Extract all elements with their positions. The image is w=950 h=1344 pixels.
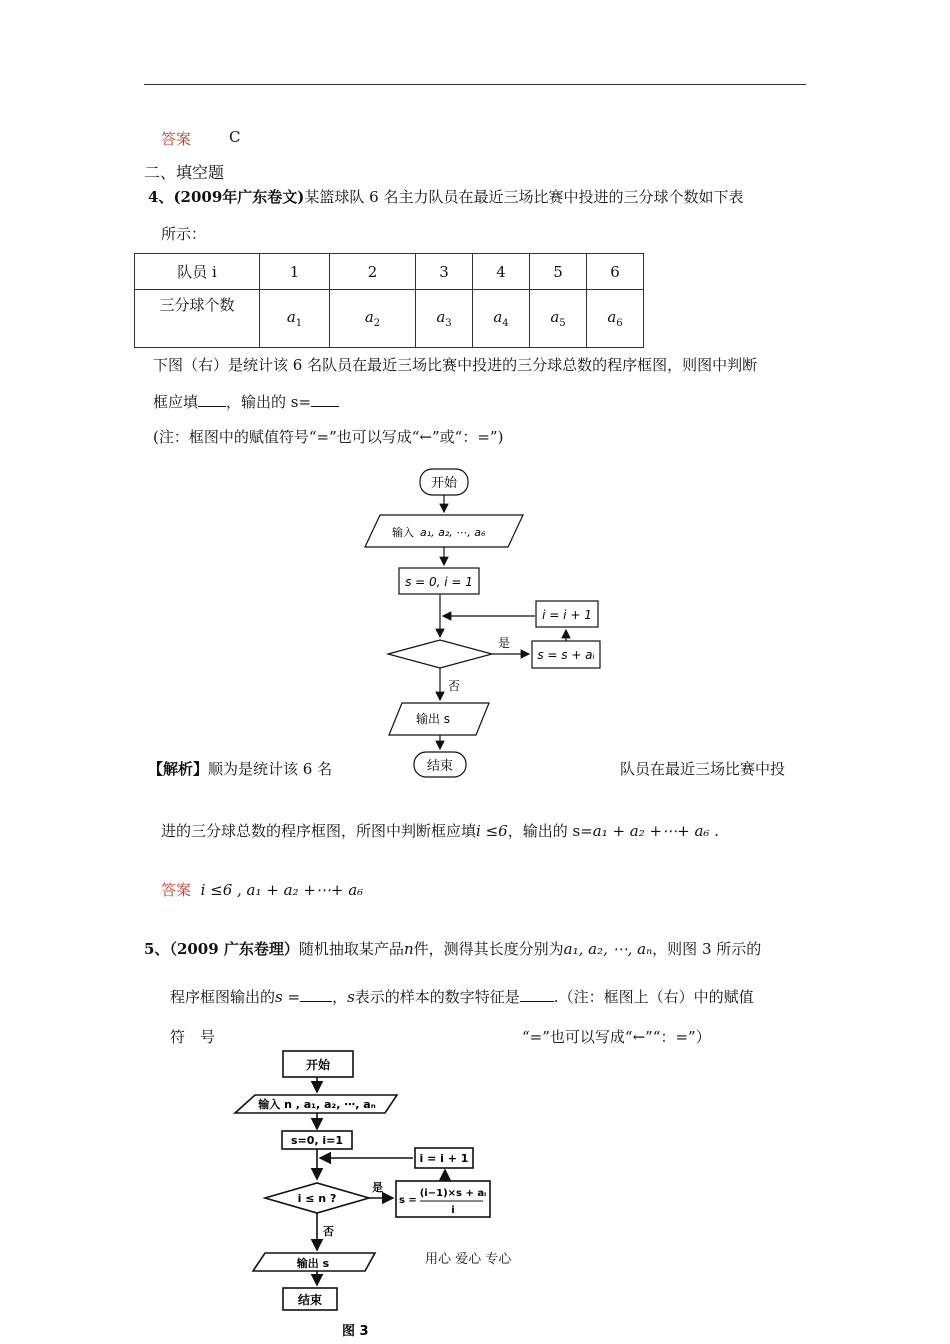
q4-flowchart (340, 455, 630, 785)
flow-yes-label: 是 (498, 636, 511, 650)
flow-input-expr: a₁, a₂, ⋯, a₆ (420, 526, 486, 539)
q5-cond-text: i ≤ n ? (297, 1192, 337, 1205)
header-rule (144, 84, 806, 85)
q5-stem-line1: 5、（2009 广东卷理）随机抽取某产品n件，测得其长度分别为a₁, a₂, ⋯, aₙ，则图 3 所示的 (144, 940, 762, 958)
q5-update-den: i (451, 1205, 455, 1216)
section-title: 二、填空题 (144, 163, 225, 182)
table-col: 4 (473, 254, 530, 290)
answer-value: C (229, 128, 241, 146)
table-header-threes: 三分球个数 (135, 290, 260, 348)
q5-init-text: s=0, i=1 (290, 1134, 344, 1147)
q4-after-line1: 下图（右）是统计该 6 名队员在最近三场比赛中投进的三分球总数的程序框图，则图中判断 (153, 356, 758, 374)
flow-output-text: 输出 s (415, 712, 451, 726)
table-header-player: 队员 i (135, 254, 260, 290)
q5-no-label: 否 (323, 1225, 334, 1238)
table-cell-value: $a_6$ (587, 290, 644, 348)
q5-start-text: 开始 (305, 1058, 331, 1072)
q5-flowchart (225, 1045, 535, 1343)
flow-end-text: 结束 (426, 759, 454, 774)
q5-yes-label: 是 (372, 1181, 383, 1194)
table-col: 3 (416, 254, 473, 290)
table-col: 6 (587, 254, 644, 290)
flow-init-text: s = 0, i = 1 (405, 575, 473, 589)
table-cell-value: $a_4$ (473, 290, 530, 348)
q4-answer: 答案 i ≤6 , a₁ + a₂ +⋯+ a₆ (161, 881, 364, 899)
q5-output-text: 输出 s (296, 1257, 330, 1270)
q4-stem-line1: 4、(2009年广东卷文)某篮球队 6 名主力队员在最近三场比赛中投进的三分球个数如下表 (148, 188, 744, 206)
q5-increment-text: i = i + 1 (419, 1152, 469, 1165)
q4-table (134, 253, 644, 348)
q5-figure-label: 图 3 (342, 1324, 369, 1339)
table-col: 2 (330, 254, 416, 290)
q5-end-text: 结束 (297, 1293, 323, 1307)
answer-label: 答案 (161, 130, 192, 148)
q4-stem-line2: 所示： (161, 225, 207, 243)
flow-input-label: 输入 (392, 526, 414, 539)
flow-start-text: 开始 (430, 476, 458, 491)
q4-after-line2: 框应填 ，输出的 s= (153, 391, 339, 412)
table-cell-value: $a_2$ (330, 290, 416, 348)
footer-slogan: 用心 爱心 专心 (425, 1252, 512, 1267)
condition-diamond (388, 640, 492, 668)
table-col: 1 (260, 254, 330, 290)
q5-update-lhs: s = (399, 1195, 417, 1206)
flow-no-label: 否 (448, 679, 461, 693)
flow-increment-text: i = i + 1 (542, 608, 592, 622)
q4-note: (注：框图中的赋值符号“=”也可以写成“←”或“：=”) (153, 428, 504, 446)
table-col: 5 (530, 254, 587, 290)
table-cell-value: $a_3$ (416, 290, 473, 348)
q4-analysis-right: 队员在最近三场比赛中投 (620, 760, 786, 778)
table-cell-value: $a_5$ (530, 290, 587, 348)
q4-analysis-line2: 进的三分球总数的程序框图，所图中判断框应填i ≤6，输出的 s=a₁ + a₂ +⋯+ a₆ . (161, 822, 719, 840)
q5-stem-line2: 程序框图输出的s = ，s表示的样本的数字特征是 .（注：框图上（右）中的赋值 (170, 988, 754, 1006)
q5-stem-line3b: “=”也可以写成“←”“：=”） (522, 1028, 711, 1046)
q5-input-text: 输入 n , a₁, a₂, ⋯, aₙ (258, 1098, 376, 1111)
q5-update-num: (i−1)×s + aᵢ (419, 1188, 487, 1199)
table-cell-value: $a_1$ (260, 290, 330, 348)
q4-analysis-start: 【解析】顺为是统计该 6 名 (148, 760, 333, 778)
flow-update-text: s = s + aᵢ (537, 648, 595, 662)
q5-stem-line3a: 符 号 (170, 1028, 216, 1046)
